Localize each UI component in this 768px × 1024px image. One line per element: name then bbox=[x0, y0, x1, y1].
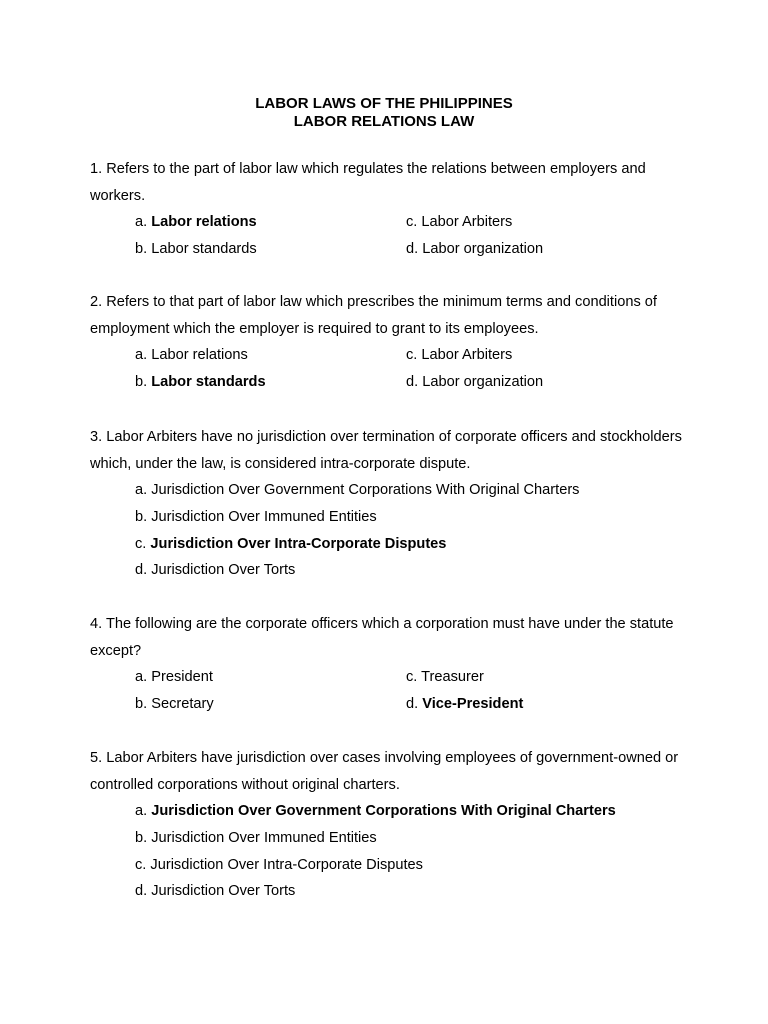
option-a: a. Jurisdiction Over Government Corporations With Original Charters bbox=[135, 803, 616, 820]
question-stem: 4. The following are the corporate officers which a corporation must have under the statute except? bbox=[90, 616, 674, 659]
option-d: d. Vice-President bbox=[406, 696, 524, 713]
question-stem: 5. Labor Arbiters have jurisdiction over cases involving employees of government-owned or controlled corporations without original charters. bbox=[90, 750, 679, 793]
option-a: a. Labor relations bbox=[135, 214, 257, 231]
question-stem: 1. Refers to the part of labor law which regulates the relations between employers and workers. bbox=[90, 161, 646, 204]
title-line-2: LABOR RELATIONS LAW bbox=[293, 113, 475, 130]
question-1 bbox=[90, 156, 690, 263]
option-text: Labor standards bbox=[151, 241, 257, 258]
option-c: c. Treasurer bbox=[406, 669, 484, 686]
question-5 bbox=[90, 745, 690, 905]
question-4 bbox=[90, 611, 690, 718]
option-row bbox=[90, 209, 690, 236]
option-text: Treasurer bbox=[421, 669, 484, 686]
option-c: c. Jurisdiction Over Intra-Corporate Disputes bbox=[135, 856, 423, 873]
option-text: Labor relations bbox=[151, 214, 257, 231]
option-b: b. Labor standards bbox=[135, 374, 266, 391]
option-text: President bbox=[151, 669, 213, 686]
option-row bbox=[90, 798, 690, 825]
option-a: a. Labor relations bbox=[135, 347, 248, 364]
option-b: b. Labor standards bbox=[135, 241, 257, 258]
option-row bbox=[90, 557, 690, 584]
option-b: b. Jurisdiction Over Immuned Entities bbox=[135, 830, 377, 847]
option-row bbox=[90, 691, 690, 718]
option-text: Jurisdiction Over Government Corporations With Original Charters bbox=[151, 803, 616, 820]
option-text: Jurisdiction Over Intra-Corporate Disputes bbox=[150, 856, 423, 873]
option-d: d. Jurisdiction Over Torts bbox=[135, 562, 296, 579]
option-c: c. Labor Arbiters bbox=[406, 214, 513, 231]
option-text: Jurisdiction Over Immuned Entities bbox=[151, 509, 377, 526]
option-d: d. Labor organization bbox=[406, 374, 544, 391]
option-b: b. Jurisdiction Over Immuned Entities bbox=[135, 509, 377, 526]
option-text: Vice-President bbox=[422, 696, 524, 713]
option-row bbox=[90, 342, 690, 369]
option-row bbox=[90, 531, 690, 558]
option-row bbox=[90, 878, 690, 905]
option-text: Jurisdiction Over Intra-Corporate Disputes bbox=[150, 535, 447, 552]
question-stem: 3. Labor Arbiters have no jurisdiction over termination of corporate officers and stockholders which, under the law, is considered intra-corporate dispute. bbox=[90, 429, 682, 472]
option-d: d. Jurisdiction Over Torts bbox=[135, 883, 296, 900]
option-c: c. Jurisdiction Over Intra-Corporate Disputes bbox=[135, 535, 447, 552]
option-row bbox=[90, 236, 690, 263]
option-d: d. Labor organization bbox=[406, 241, 544, 258]
question-stem: 2. Refers to that part of labor law which prescribes the minimum terms and conditions of employment which the employer is required to grant to its employees. bbox=[90, 294, 657, 337]
option-text: Jurisdiction Over Immuned Entities bbox=[151, 830, 377, 847]
option-row bbox=[90, 369, 690, 396]
option-row bbox=[90, 477, 690, 504]
option-text: Jurisdiction Over Torts bbox=[151, 883, 296, 900]
document-title bbox=[0, 95, 768, 131]
option-row bbox=[90, 504, 690, 531]
option-text: Jurisdiction Over Torts bbox=[151, 562, 296, 579]
option-text: Labor standards bbox=[151, 374, 266, 391]
option-text: Jurisdiction Over Government Corporations With Original Charters bbox=[151, 482, 580, 499]
option-a: a. President bbox=[135, 669, 213, 686]
option-row bbox=[90, 852, 690, 879]
question-3 bbox=[90, 424, 690, 584]
question-2 bbox=[90, 289, 690, 396]
option-text: Labor relations bbox=[151, 347, 248, 364]
option-text: Labor Arbiters bbox=[421, 347, 513, 364]
option-text: Labor organization bbox=[422, 241, 544, 258]
option-c: c. Labor Arbiters bbox=[406, 347, 513, 364]
option-text: Labor Arbiters bbox=[421, 214, 513, 231]
option-a: a. Jurisdiction Over Government Corporations With Original Charters bbox=[135, 482, 580, 499]
option-row bbox=[90, 664, 690, 691]
option-row bbox=[90, 825, 690, 852]
title-line-1: LABOR LAWS OF THE PHILIPPINES bbox=[255, 95, 513, 112]
option-b: b. Secretary bbox=[135, 696, 214, 713]
option-text: Secretary bbox=[151, 696, 214, 713]
option-text: Labor organization bbox=[422, 374, 544, 391]
